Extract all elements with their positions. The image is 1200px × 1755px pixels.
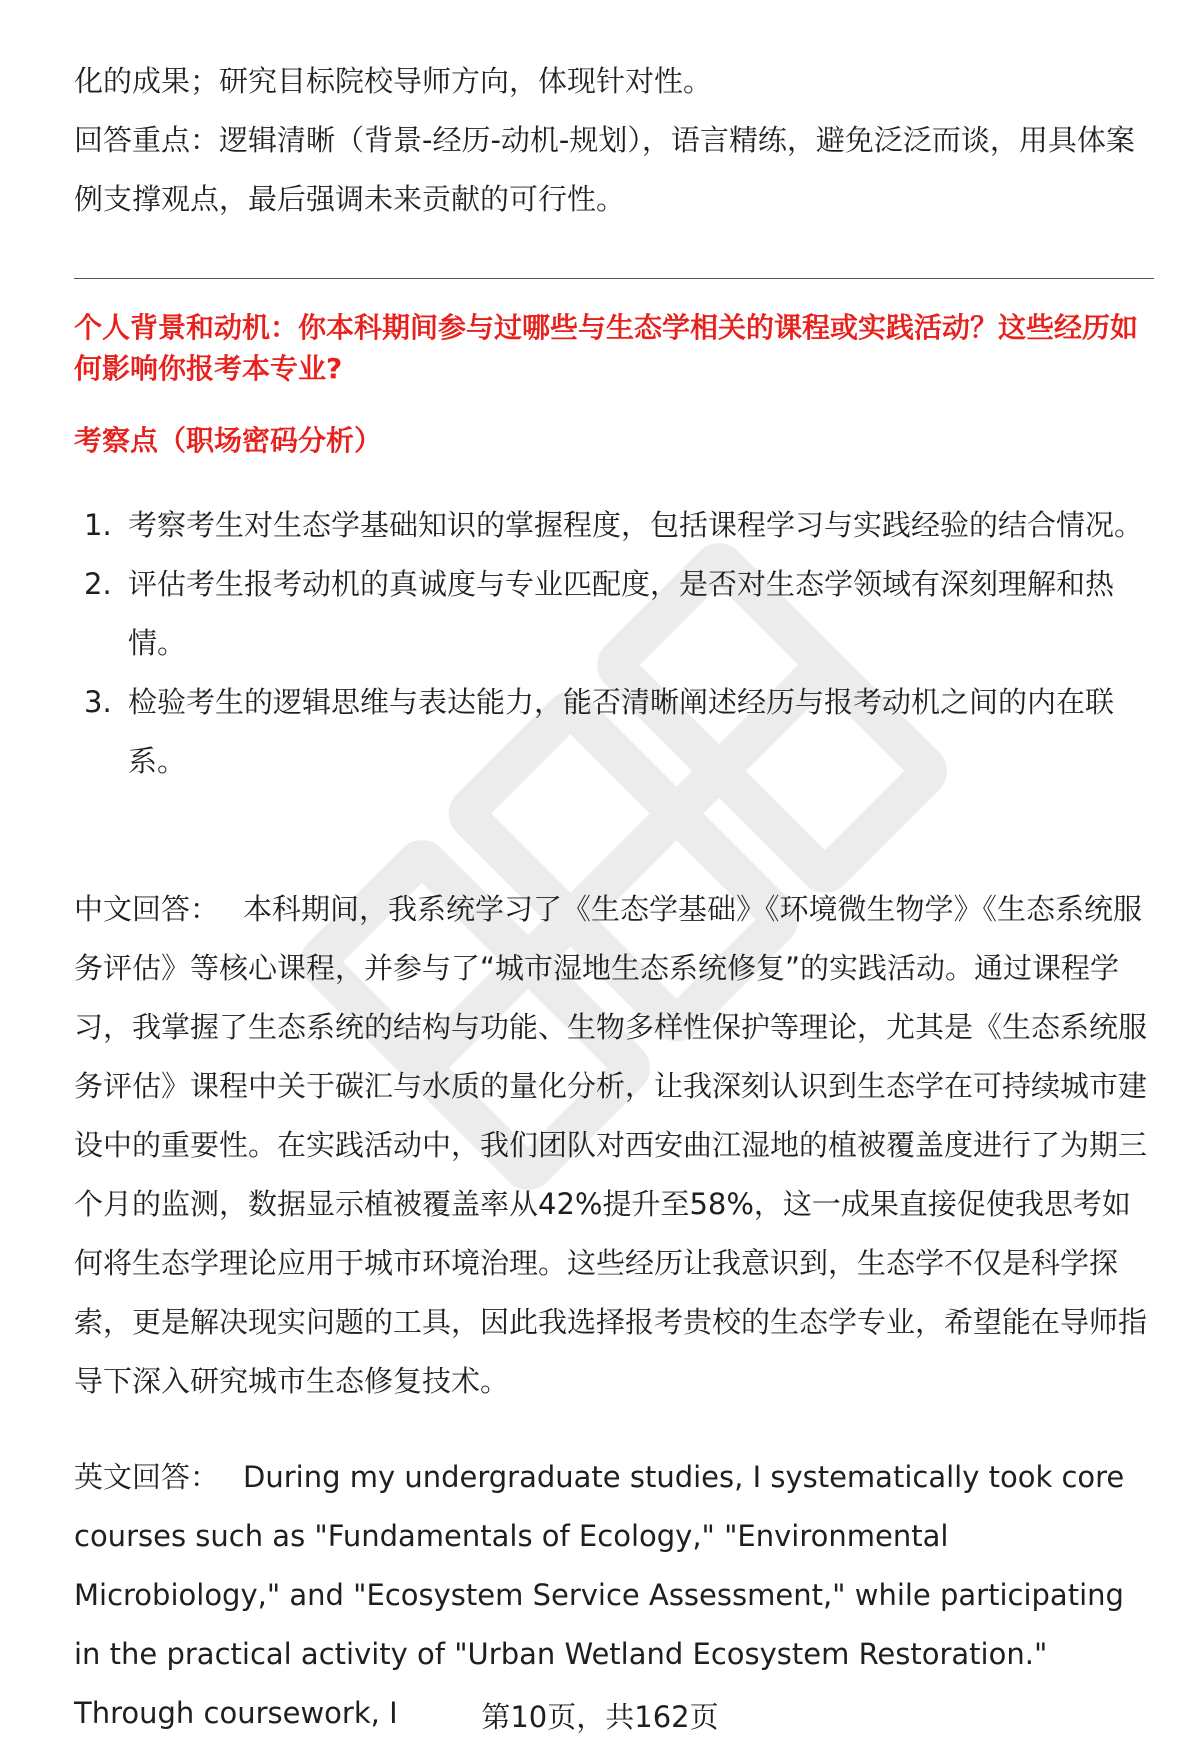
list-item — [74, 673, 1154, 791]
english-answer-label: 英文回答： — [74, 1460, 220, 1494]
chinese-answer — [74, 880, 1154, 1411]
list-item-text: 考察考生对生态学基础知识的掌握程度，包括课程学习与实践经验的结合情况。 — [128, 508, 1144, 542]
chinese-answer-text: 本科期间，我系统学习了《生态学基础》《环境微生物学》《生态系统服务评估》等核心课程，并参与了“城市湿地生态系统修复”的实践活动。通过课程学习，我掌握了生态系统的结构与功能、生物多样性保护等理论，尤其是《生态系统服务评估》课程中关于碳汇与水质的量化分析，让我深刻认识到生态学在可持续城市建设中的重要性。在实践活动中，我们团队对西安曲江湿地的植被覆盖度进行了为期三个月的监测，数据显示植被覆盖率从42%提升至58%，这一成果直接促使我思考如何将生态学理论应用于城市环境治理。这些经历让我意识到，生态学不仅是科学探索，更是解决现实问题的工具，因此我选择报考贵校的生态学专业，希望能在导师指导下深入研究城市生态修复技术。 — [74, 892, 1148, 1398]
list-item-text: 评估考生报考动机的真诚度与专业匹配度，是否对生态学领域有深刻理解和热情。 — [128, 567, 1115, 660]
english-answer — [74, 1448, 1154, 1743]
list-number: 1. — [84, 508, 112, 542]
list-item-text: 检验考生的逻辑思维与表达能力，能否清晰阐述经历与报考动机之间的内在联系。 — [128, 685, 1115, 778]
list-item — [74, 496, 1154, 555]
section-divider — [74, 278, 1154, 279]
intro-line: 化的成果；研究目标院校导师方向，体现针对性。 — [74, 64, 713, 98]
exam-points-heading: 考察点（职场密码分析） — [74, 424, 383, 457]
answer-focus: 回答重点：逻辑清晰（背景-经历-动机-规划），语言精练，避免泛泛而谈，用具体案例支撑观点，最后强调未来贡献的可行性。 — [74, 123, 1135, 216]
document-page — [74, 0, 1154, 1755]
english-answer-text: During my undergraduate studies, I systematically took core courses such as "Fundamentals of Ecology," "Environmental Microbiology," and "Ecosystem Service Assessment," while participating in the practical activity of "Urban Wetland Ecosystem Restoration." Through coursework, I — [74, 1460, 1125, 1730]
chinese-answer-label: 中文回答： — [74, 892, 220, 926]
intro-section — [74, 52, 1154, 229]
list-number: 3. — [84, 685, 112, 719]
exam-points-list — [74, 496, 1154, 791]
list-item — [74, 555, 1154, 673]
page-number-footer: 第10页，共162页 — [481, 1700, 719, 1734]
list-number: 2. — [84, 567, 112, 601]
question-heading: 个人背景和动机：你本科期间参与过哪些与生态学相关的课程或实践活动？这些经历如何影响你报考本专业? — [74, 311, 1139, 385]
